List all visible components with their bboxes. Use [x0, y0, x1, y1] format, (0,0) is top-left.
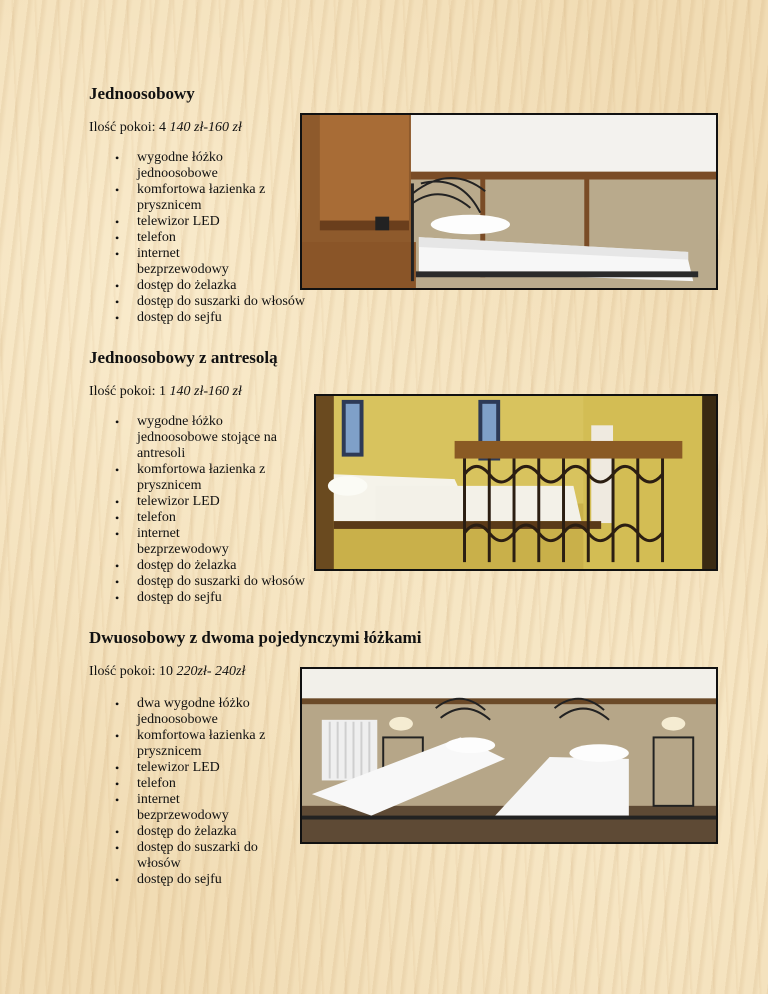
list-item: • dostęp do żelazka [137, 278, 337, 294]
list-item: • internet bezprzewodowy [137, 526, 267, 558]
room-title: Jednoosobowy z antresolą [89, 348, 278, 367]
list-item: • dostęp do suszarki do włosów [137, 840, 282, 872]
list-item: • dostęp do sejfu [137, 310, 337, 326]
room-price: 140 zł-160 zł [169, 384, 242, 399]
room-title: Jednoosobowy [89, 84, 195, 103]
room-count-label: Ilość pokoi: 10 [89, 664, 173, 679]
list-item: • dostęp do żelazka [137, 824, 287, 840]
list-item: • telewizor LED [137, 494, 297, 510]
room-price: 140 zł-160 zł [169, 120, 242, 135]
list-item: • dostęp do sejfu [137, 872, 297, 888]
room-photo [300, 113, 718, 290]
list-item: • komfortowa łazienka z prysznicem [137, 182, 287, 214]
feature-list [137, 696, 297, 888]
list-item: • dwa wygodne łóżko jednoosobowe [137, 696, 277, 728]
list-item: • dostęp do suszarki do włosów [137, 574, 337, 590]
room-count [89, 384, 242, 400]
list-item: • telefon [137, 776, 297, 792]
list-item: • dostęp do suszarki do włosów [137, 294, 337, 310]
list-item: • dostęp do żelazka [137, 558, 337, 574]
list-item: • internet bezprzewodowy [137, 246, 267, 278]
list-item: • dostęp do sejfu [137, 590, 337, 606]
room-count-label: Ilość pokoi: 1 [89, 384, 166, 399]
room-price: 220zł- 240zł [176, 664, 246, 679]
room-photo [300, 667, 718, 844]
list-item: • telefon [137, 230, 297, 246]
list-item: • komfortowa łazienka z prysznicem [137, 462, 287, 494]
feature-list [137, 414, 305, 606]
room-count-label: Ilość pokoi: 4 [89, 120, 166, 135]
list-item: • komfortowa łazienka z prysznicem [137, 728, 287, 760]
list-item: • internet bezprzewodowy [137, 792, 267, 824]
room-count [89, 120, 242, 136]
room-count [89, 664, 245, 680]
list-item: • telefon [137, 510, 297, 526]
room-title: Dwuosobowy z dwoma pojedynczymi łóżkami [89, 628, 422, 647]
room-photo [314, 394, 718, 571]
list-item: • telewizor LED [137, 760, 297, 776]
feature-list [137, 150, 305, 326]
list-item: • wygodne łóżko jednoosobowe stojące na antresoli [137, 414, 287, 462]
list-item: • telewizor LED [137, 214, 297, 230]
list-item: • wygodne łóżko jednoosobowe [137, 150, 297, 182]
